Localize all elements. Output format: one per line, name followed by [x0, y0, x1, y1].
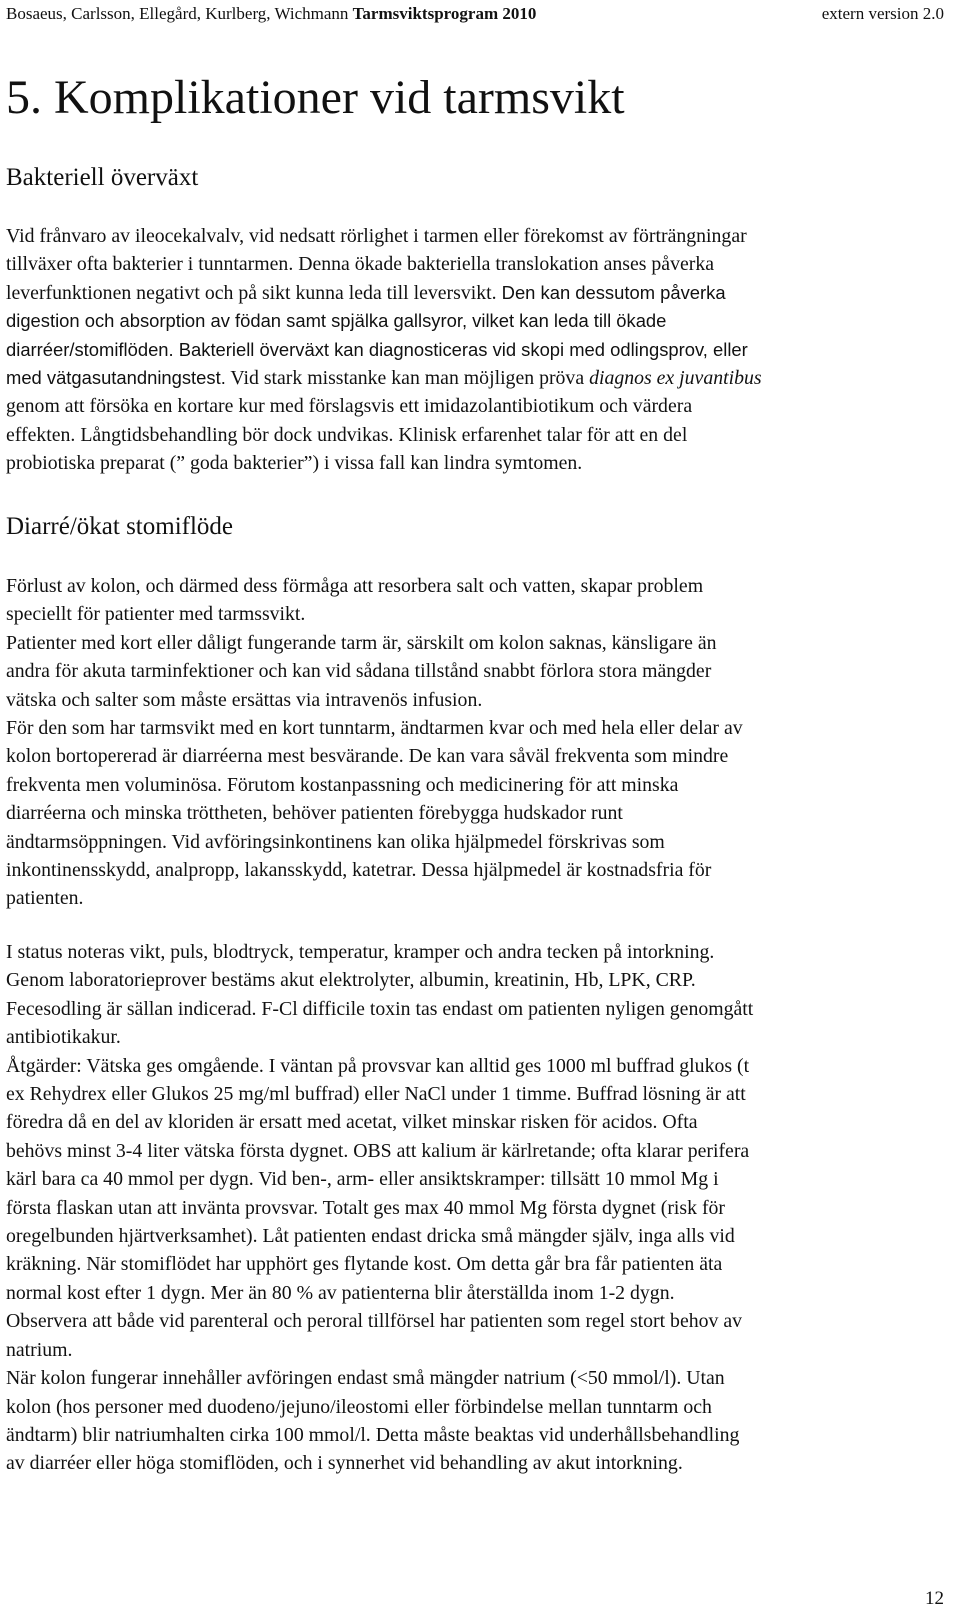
text-run: diarréer/stomiflöden. [6, 338, 174, 360]
text-line: Genom laboratorieprover bestäms akut elektrolyter, albumin, kreatinin, Hb, LPK, CRP. [6, 969, 696, 992]
text-run: Vid stark misstanke kan man möjligen pröva [225, 367, 590, 390]
text-line: kolon bortopererad är diarréerna mest besvärande. De kan vara såväl frekventa som mindre [6, 745, 729, 768]
text-line: Åtgärder: Vätska ges omgående. I väntan på provsvar kan alltid ges 1000 ml buffrad glukos (t [6, 1054, 750, 1077]
header-version: extern version 2.0 [821, 4, 944, 23]
section-body-status-atgarder [6, 938, 954, 1478]
chapter-title: 5. Komplikationer vid tarmsvikt [6, 71, 625, 124]
italic-term: diagnos ex juvantibus [589, 367, 762, 390]
text-run: Bakteriell överväxt kan diagnosticeras vid skopi med odlingsprov, eller [173, 338, 748, 360]
text-line: kolon (hos personer med duodeno/jejuno/ileostomi eller förbindelse mellan tunntarm och [6, 1395, 712, 1418]
text-line: digestion och absorption av födan samt spjälka gallsyror, vilket kan leda till ökade [6, 310, 667, 332]
text-line: När kolon fungerar innehåller avföringen endast små mängder natrium (<50 mmol/l). Utan [6, 1367, 725, 1390]
text-line: Förlust av kolon, och därmed dess förmåga att resorbera salt och vatten, skapar problem [6, 575, 704, 597]
header-program: Tarmsviktsprogram 2010 [352, 4, 537, 23]
text-line: patienten. [6, 887, 84, 910]
text-line: genom att försöka en kortare kur med förslagsvis ett imidazolantibiotikum och värdera [6, 395, 693, 418]
text-line: effekten. Långtidsbehandling bör dock undvikas. Klinisk erfarenhet talar för att en del [6, 423, 688, 446]
text-line: ändtarmsöppningen. Vid avföringsinkontinens kan olika hjälpmedel förskrivas som [6, 830, 665, 853]
text-line [6, 336, 954, 364]
section-body-bakteriell [6, 222, 954, 478]
text-line: probiotiska preparat (” goda bakterier”) i vissa fall kan lindra symtomen. [6, 452, 583, 475]
header-authors [6, 4, 536, 24]
text-line: I status noteras vikt, puls, blodtryck, temperatur, kramper och andra tecken på intorkning. [6, 941, 715, 963]
text-run: med vätgasutandningstest. [6, 367, 226, 389]
text-line: ex Rehydrex eller Glukos 25 mg/ml buffrad) eller NaCl under 1 timme. Buffrad lösning är att [6, 1083, 746, 1106]
text-line: andra för akuta tarminfektioner och kan vid sådana tillstånd snabbt förlora stora mängder [6, 660, 712, 683]
text-line: ändtarm) blir natriumhalten cirka 100 mmol/l. Detta måste beaktas vid underhållsbehandling [6, 1423, 740, 1446]
text-line: frekventa men voluminösa. Förutom kostanpassning och medicinering för att minska [6, 773, 679, 796]
text-line: av diarréer eller höga stomiflöden, och i synnerhet vid behandling av akut intorkning. [6, 1452, 683, 1475]
text-line [6, 279, 954, 307]
text-line [6, 364, 954, 392]
header-author-names: Bosaeus, Carlsson, Ellegård, Kurlberg, Wichmann [6, 4, 349, 23]
section-heading-bakteriell: Bakteriell överväxt [6, 164, 199, 191]
text-run: leverfunktionen negativt och på sikt kunna leda till leversvikt. [6, 281, 497, 304]
text-line: kärl bara ca 40 mmol per dygn. Vid ben-, arm- eller ansiktskramper: tillsätt 10 mmol Mg i [6, 1168, 719, 1191]
text-line: första flaskan utan att invänta provsvar. Totalt ges max 40 mmol Mg första dygnet (risk för [6, 1196, 726, 1219]
text-line: Observera att både vid parenteral och peroral tillförsel har patienten som regel stort behov av [6, 1310, 743, 1333]
text-line: behövs minst 3-4 liter vätska första dygnet. OBS att kalium är kärlretande; ofta klarar perifera [6, 1139, 750, 1162]
page-header [6, 2, 944, 26]
text-line: natrium. [6, 1338, 73, 1361]
text-line: oregelbunden hjärtverksamhet). Låt patienten endast dricka små mängder själv, inga alls vid [6, 1225, 735, 1248]
section-body-diarre [6, 572, 954, 913]
text-line: Patienter med kort eller dåligt fungerande tarm är, särskilt om kolon saknas, känsligare än [6, 631, 717, 654]
page-number: 12 [925, 1588, 944, 1609]
text-line: antibiotikakur. [6, 1026, 121, 1049]
text-line: Fecesodling är sällan indicerad. F-Cl difficile toxin tas endast om patienten nyligen genomgått [6, 997, 754, 1020]
text-line: tillväxer ofta bakterier i tunntarmen. Denna ökade bakteriella translokation anses påverka [6, 253, 714, 276]
text-line: normal kost efter 1 dygn. Mer än 80 % av patienterna blir återställda inom 1-2 dygn. [6, 1281, 675, 1304]
text-line: kräkning. När stomiflödet har upphört ges flytande kost. Om detta går bra får patienten äta [6, 1253, 723, 1276]
text-line: föredra då en del av kloriden är ersatt med acetat, vilket minskar risken för acidos. Ofta [6, 1111, 698, 1134]
section-heading-diarre: Diarré/ökat stomiflöde [6, 513, 234, 540]
text-run: Den kan dessutom påverka [496, 281, 726, 303]
text-line: Vid frånvaro av ileocekalvalv, vid nedsatt rörlighet i tarmen eller förekomst av förträngningar [6, 225, 747, 247]
text-line: inkontinensskydd, analpropp, lakansskydd, katetrar. Dessa hjälpmedel är kostnadsfria för [6, 859, 712, 882]
text-line: För den som har tarmsvikt med en kort tunntarm, ändtarmen kvar och med hela eller delar av [6, 717, 743, 740]
text-line: vätska och salter som måste ersättas via intravenös infusion. [6, 688, 483, 711]
text-line: speciellt för patienter med tarmssvikt. [6, 603, 306, 626]
text-line: diarréerna och minska tröttheten, behöver patienten förebygga hudskador runt [6, 802, 623, 825]
